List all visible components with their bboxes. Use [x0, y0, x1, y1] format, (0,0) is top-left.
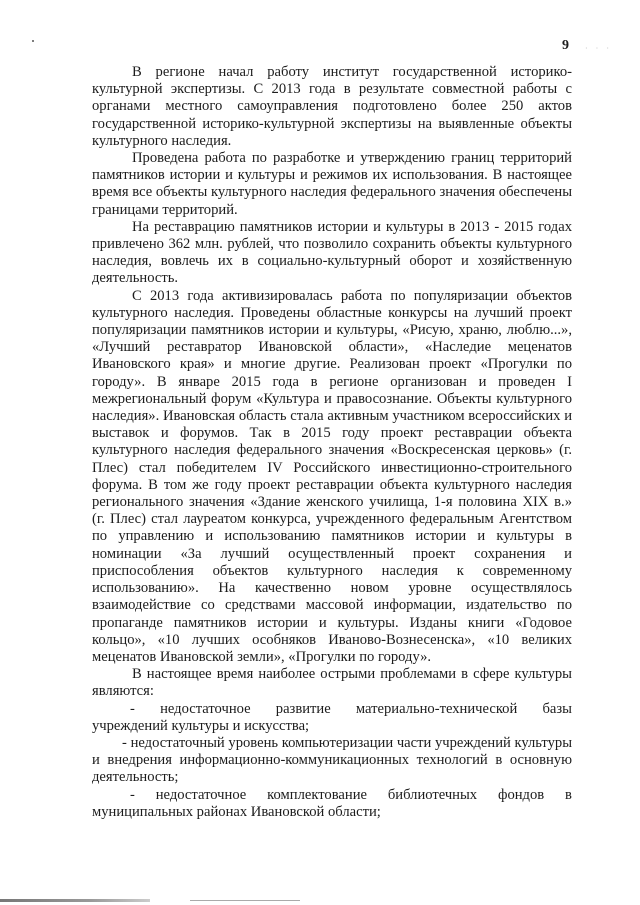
- scan-edge-line: [190, 900, 300, 901]
- list-item-library-funds: [92, 787, 572, 821]
- page-number: 9: [562, 38, 569, 53]
- list-word: материально-технической: [355, 700, 518, 717]
- list-item-computerization: [92, 735, 572, 787]
- list-item-technical-base: [92, 701, 572, 735]
- list-dash: -: [130, 700, 135, 717]
- scan-speck: [32, 40, 34, 42]
- paragraph-restoration-funding: На реставрацию памятников истории и культуры в 2013 - 2015 годах привлечено 362 млн. рублей, что позволило сохранить объекты культурного наследия, вовлечь их в социально-культурный оборот и хозяйственную деятельность.: [92, 218, 572, 287]
- document-body: [92, 64, 572, 821]
- list-word: библиотечных: [387, 786, 478, 803]
- paragraph-popularization: С 2013 года активизировалась работа по популяризации объектов культурного наследия. Проведены областные конкурсы на лучший проект популяризации памятников истории и культуры, «Рисую, храню, люблю...», «Лучший реставратор Ивановской области», «Наследие меценатов Ивановского края» и многие другие. Реализован проект «Прогулки по городу». В январе 2015 года в регионе организован и проведен I межрегиональный форум «Культура и правосознание. Объекты культурного наследия». Ивановская область стала активным участником всероссийских и выставок и форумов. Так в 2015 году проект реставрации объекта культурного наследия федерального значения «Воскресенская церковь» (г. Плес) стал победителем IV Российского инвестиционно-строительного форума. В том же году проект реставрации объекта культурного наследия регионального значения «Здание женского училища, 1-я половина XIX в.» (г. Плес) стал лауреатом конкурса, учрежденного федеральным Агентством по управлению и использованию памятников истории и культуры в номинации «За лучший осуществленный проект сохранения и приспособления объектов культурного наследия к современному использованию». На качественно новом уровне осуществлялось взаимодействие со средствами массовой информации, издательство по пропаганде памятников истории и культуры. Изданы книги «Годовое кольцо», «10 лучших особняков Иваново-Вознесенска», «10 великих меценатов Ивановской земли», «Прогулки по городу».: [92, 287, 572, 665]
- list-word: комплектование: [267, 786, 367, 803]
- scan-noise: · · ·: [585, 44, 612, 53]
- paragraph-problems-intro: В настоящее время наиболее острыми проблемами в сфере культуры являются:: [92, 666, 572, 700]
- list-item-continuation: муниципальных районах Ивановской области;: [92, 803, 381, 820]
- list-item-first-line: [92, 787, 572, 804]
- list-item-continuation: учреждений культуры и искусства;: [92, 717, 310, 734]
- paragraph-boundaries: Проведена работа по разработке и утверждению границ территорий памятников истории и культуры и режимов их использования. В настоящее время все объекты культурного наследия федерального значения обеспечены границами территорий.: [92, 150, 572, 218]
- list-word: фондов: [497, 786, 545, 803]
- list-item-first-line: [92, 701, 572, 718]
- list-dash: -: [130, 786, 135, 803]
- list-word: развитие: [275, 700, 331, 717]
- scan-edge-mark: [0, 899, 150, 902]
- list-word: базы: [542, 700, 572, 717]
- paragraph-expertise: В регионе начал работу институт государственной историко-культурной экспертизы. С 2013 года в результате совместной работы с органами местного самоуправления подготовлено более 250 актов государственной историко-культурной экспертизы на выявленные объекты культурного наследия.: [92, 64, 572, 149]
- list-word: недостаточное: [160, 700, 251, 717]
- list-dash: -: [122, 734, 127, 751]
- list-word: в: [565, 786, 572, 803]
- list-word: недостаточное: [155, 786, 247, 803]
- list-item-text: недостаточный уровень компьютеризации части учреждений культуры и внедрения информационно-коммуникационных технологий в основную деятельность;: [92, 734, 572, 786]
